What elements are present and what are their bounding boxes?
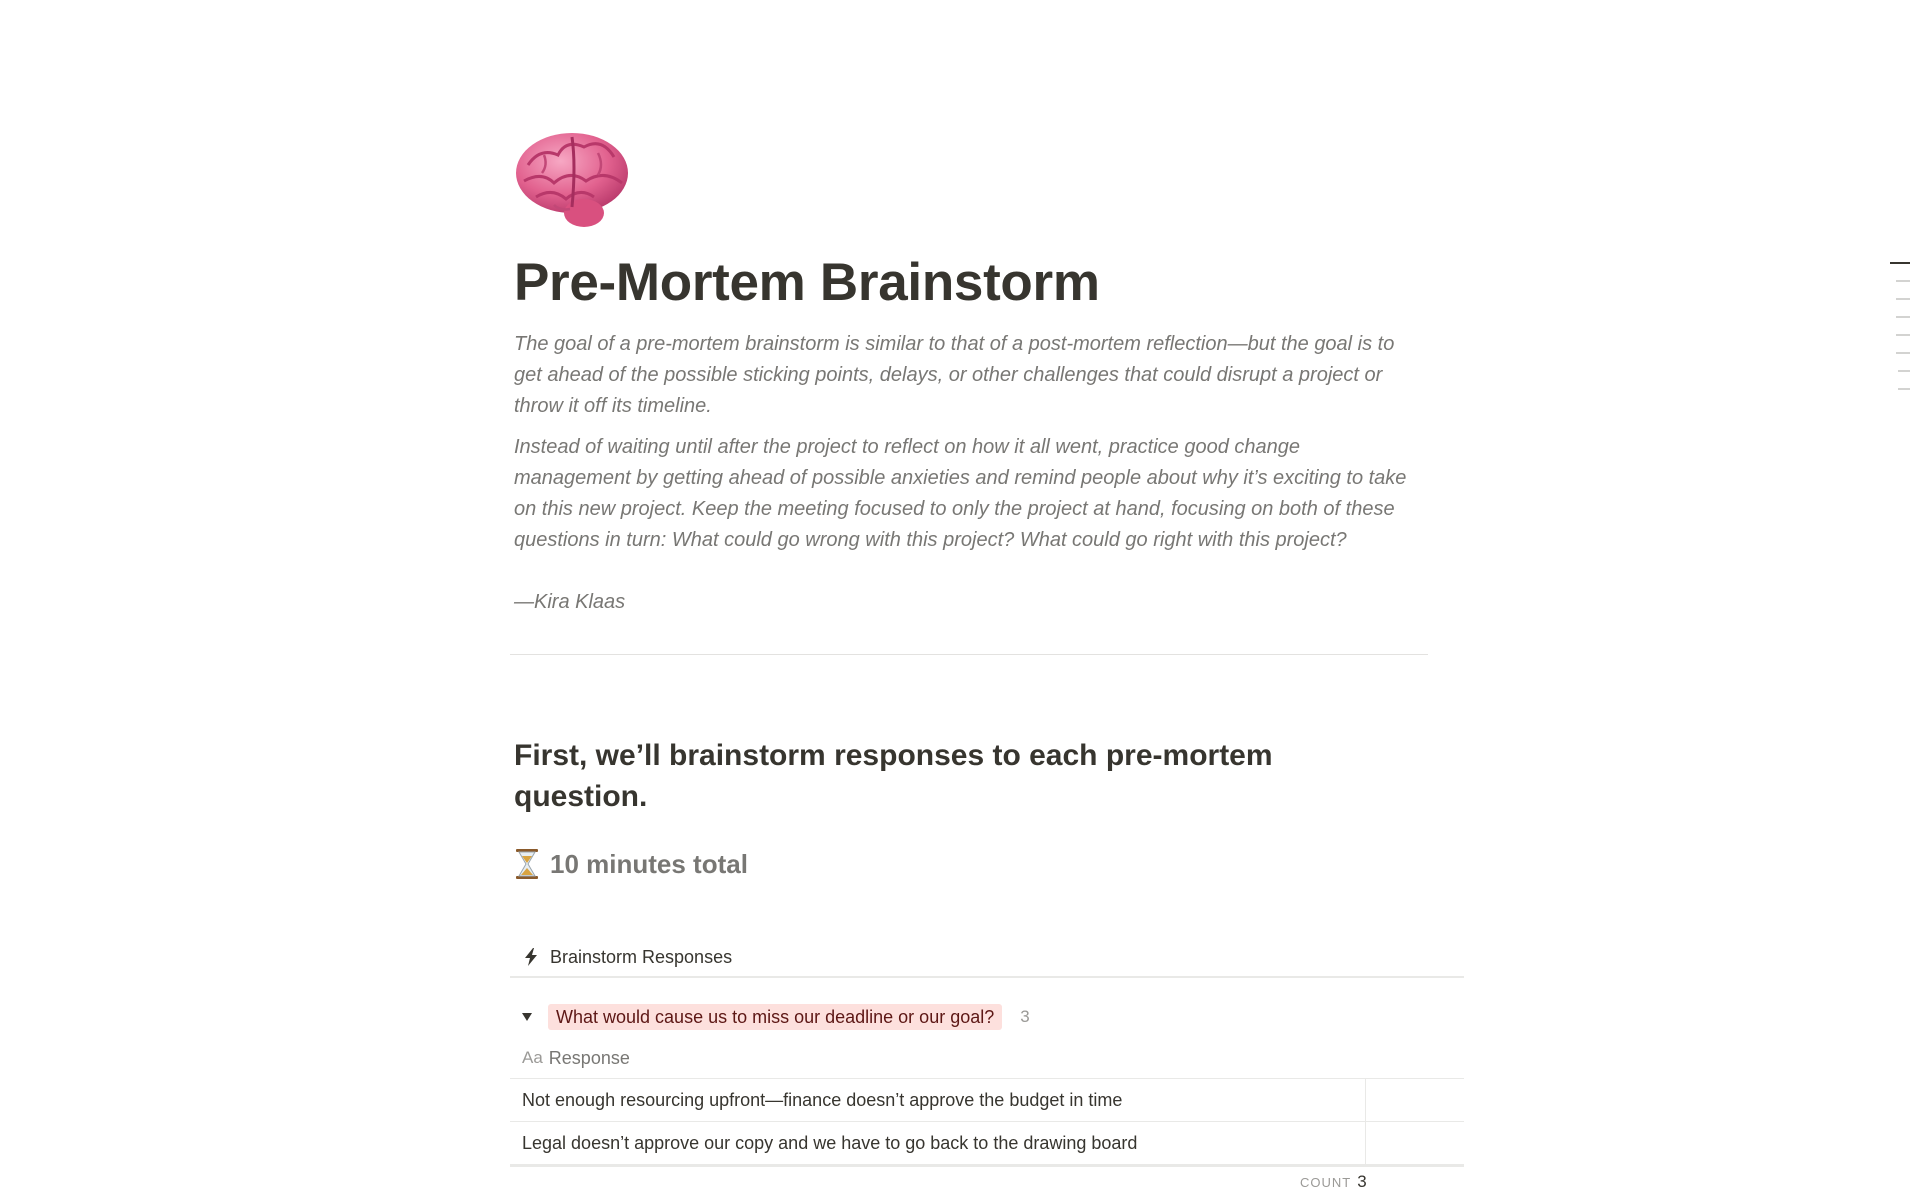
database-title[interactable]: Brainstorm Responses [550,946,733,967]
section-heading: First, we’ll brainstorm responses to each pre-mortem question. [514,739,1273,813]
empty-cell[interactable] [1366,1079,1464,1121]
column-name[interactable]: Response [548,1047,630,1068]
toc-item[interactable] [1896,298,1910,300]
toc-item[interactable] [1896,334,1910,336]
divider [510,654,1428,655]
page-title[interactable]: Pre-Mortem Brainstorm [514,253,1100,312]
timer-text: 10 minutes total [550,848,748,879]
toc-item[interactable] [1896,316,1910,318]
triangle-down-icon[interactable] [520,1010,534,1024]
brainstorm-database [510,938,1464,1197]
timer-callout [514,848,748,880]
table-of-contents-minimap[interactable] [1890,262,1914,406]
page-header [514,125,1434,618]
table-row[interactable] [510,1079,1464,1122]
group-count: 3 [1020,1007,1030,1026]
toc-item[interactable] [1896,280,1910,282]
hourglass-icon [514,848,540,880]
calculation-value: 3 [1357,1172,1367,1191]
group-header[interactable] [510,996,1464,1038]
column-header-response[interactable] [510,1038,1464,1079]
group-tag[interactable]: What would cause us to miss our deadline or our goal? [548,1004,1002,1030]
quote-paragraph: The goal of a pre-mortem brainstorm is similar to that of a post-mortem reflection—but the goal is to get ahead of the possible sticking points, delays, or other challenges that could disrupt a project or throw it off its timeline. [514,333,1395,417]
lightning-bolt-icon [522,947,540,967]
table-row[interactable] [510,1122,1464,1165]
toc-item[interactable] [1898,370,1910,372]
calculation-label: COUNT [1300,1174,1352,1190]
database-title-row[interactable] [510,938,1464,978]
empty-cell[interactable] [1366,1122,1464,1164]
quote-paragraph: Instead of waiting until after the project to reflect on how it all went, practice good change management by getting ahead of possible anxieties and remind people about why it’s exciting to take on this new project. Keep the meeting focused to only the project at hand, focusing on both of these questions in turn: What could go wrong with this project? What could go right with this project? [514,436,1407,551]
toc-item[interactable] [1898,388,1910,390]
brain-icon[interactable] [514,125,634,235]
response-cell[interactable]: Not enough resourcing upfront—finance doesn’t approve the budget in time [510,1079,1366,1121]
toc-item[interactable] [1896,352,1910,354]
toc-item[interactable] [1890,262,1910,264]
quote-author: —Kira Klaas [514,591,626,613]
response-cell[interactable]: Legal doesn’t approve our copy and we have to go back to the drawing board [510,1122,1366,1164]
calculation-row[interactable] [510,1167,1464,1197]
text-property-icon: Aa [522,1048,543,1067]
